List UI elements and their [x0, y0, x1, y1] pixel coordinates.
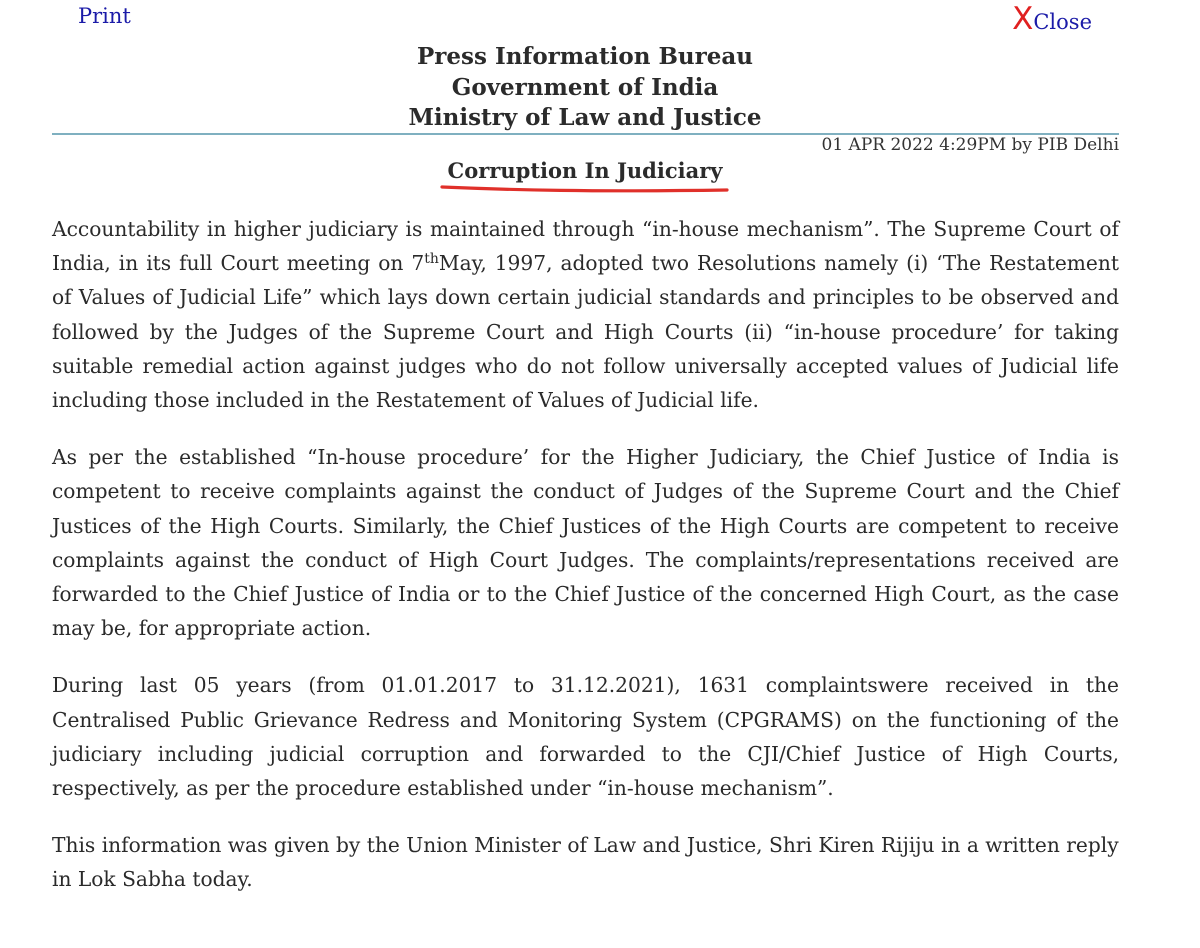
- title-container: [0, 158, 1170, 183]
- body-paragraph-4: This information was given by the Union Minister of Law and Justice, Shri Kiren Rijiju in a written reply in Lok Sabha today.: [52, 833, 1119, 892]
- header-bureau: Press Information Bureau: [417, 43, 753, 70]
- close-icon[interactable]: X: [1012, 1, 1034, 37]
- header-government: Government of India: [451, 73, 719, 101]
- release-title: Corruption In Judiciary: [447, 158, 723, 183]
- close-button[interactable]: [1012, 1, 1092, 37]
- print-link[interactable]: Print: [78, 4, 131, 28]
- close-label[interactable]: Close: [1033, 10, 1092, 34]
- body-paragraph-1: Accountability in higher judiciary is maintained through “in-house mechanism”. The Supreme Court of India, in its full Court meeting on 7thMay, 1997, adopted two Resolutions namely (i) ‘The Restatement of Values of Judicial Life” which lays down certain judicial standards and principles to be observed and followed by the Judges of the Supreme Court and High Courts (ii) “in-house procedure’ for taking suitable remedial action against judges who do not follow universally accepted values of Judicial life including those included in the Restatement of Values of Judicial life.: [52, 217, 1119, 413]
- dateline: 01 APR 2022 4:29PM by PIB Delhi: [821, 135, 1119, 155]
- body-paragraph-3: During last 05 years (from 01.01.2017 to 31.12.2021), 1631 complaintswere received in the Centralised Public Grievance Redress and Monitoring System (CPGRAMS) on the functioning of the judiciary including judicial corruption and forwarded to the CJI/Chief Justice of High Courts, respectively, as per the procedure established under “in-house mechanism”.: [52, 673, 1119, 801]
- header-ministry: Ministry of Law and Justice: [408, 104, 762, 131]
- title-underline-annotation: [432, 181, 732, 197]
- release-body: [52, 212, 1119, 920]
- release-header: [0, 42, 1170, 134]
- body-paragraph-2: As per the established “In-house procedure’ for the Higher Judiciary, the Chief Justice of India is competent to receive complaints against the conduct of Judges of the Supreme Court and the Chief Justices of the High Courts. Similarly, the Chief Justices of the High Courts are competent to receive complaints against the conduct of High Court Judges. The complaints/representations received are forwarded to the Chief Justice of India or to the Chief Justice of the concerned High Court, as the case may be, for appropriate action.: [52, 445, 1119, 641]
